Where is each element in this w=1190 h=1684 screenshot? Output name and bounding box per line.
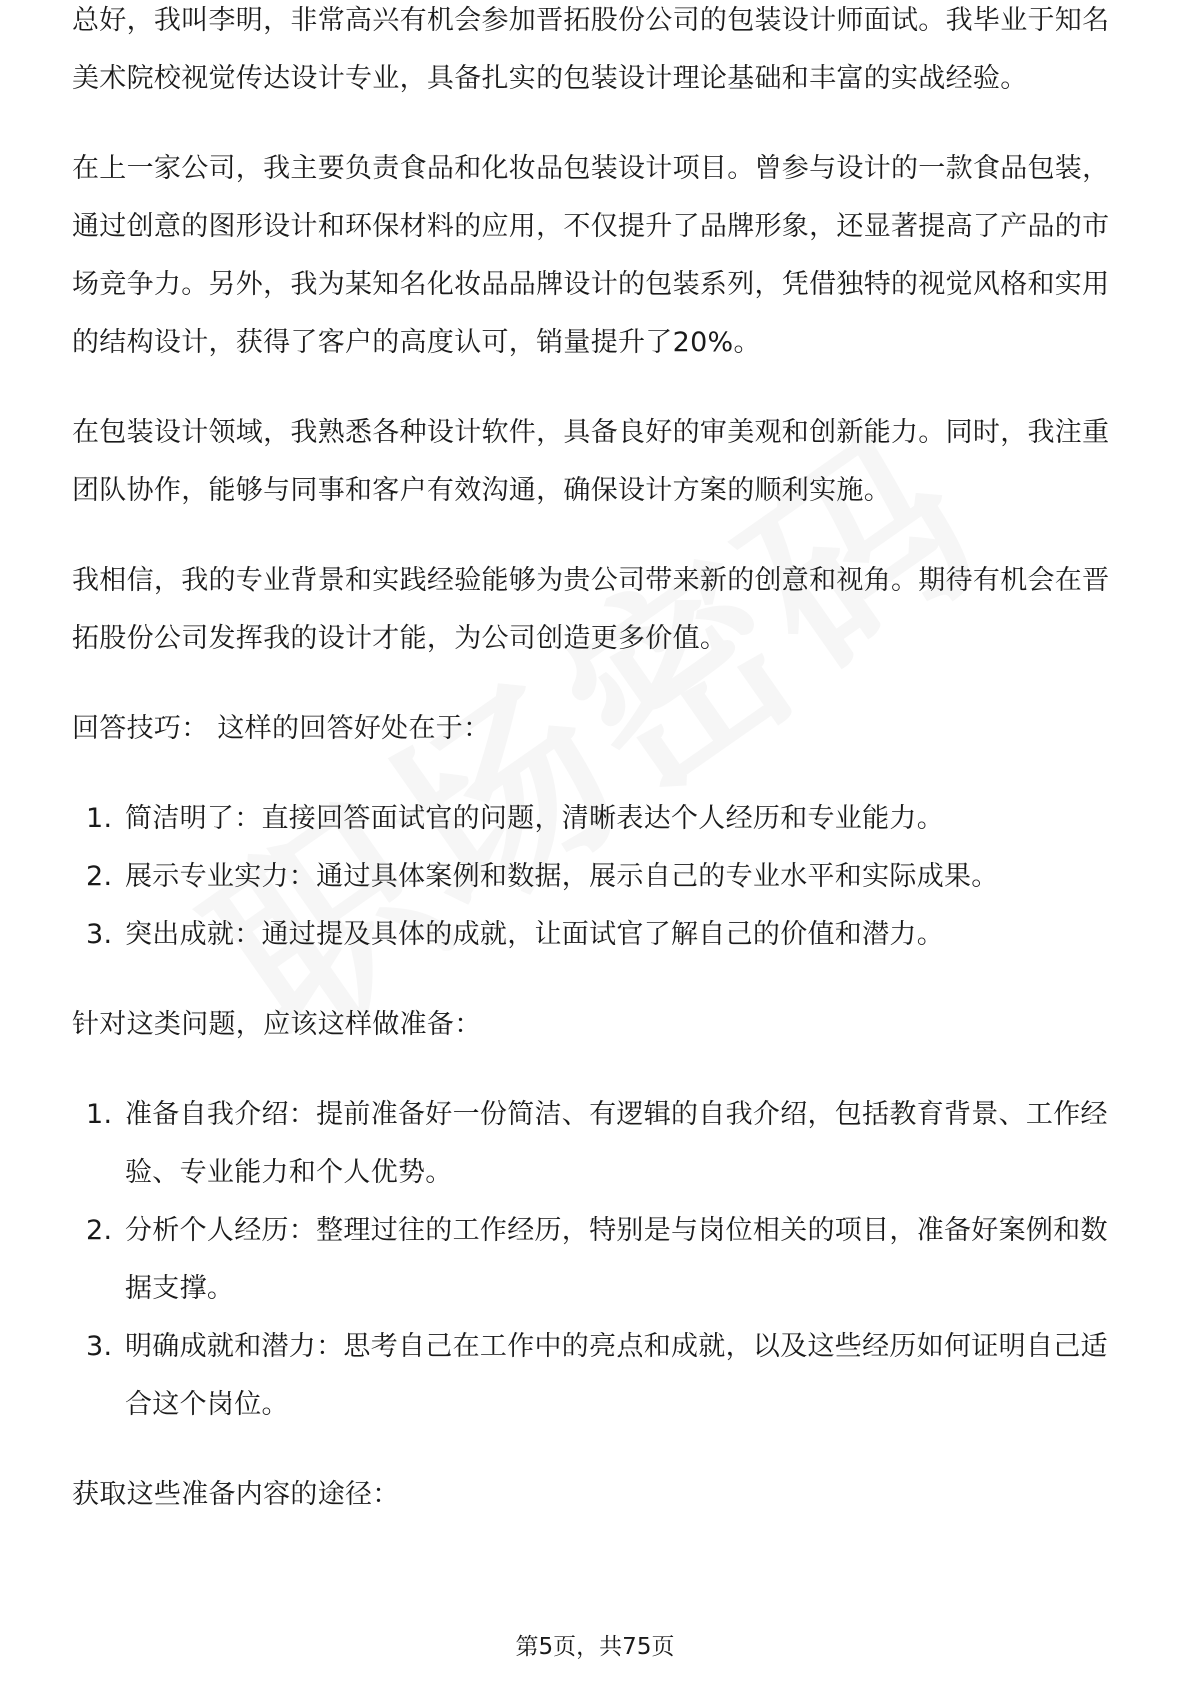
page-number-footer: 第5页，共75页 (515, 1634, 675, 1660)
paragraph-intro: 总好，我叫李明，非常高兴有机会参加晋拓股份公司的包装设计师面试。我毕业于知名美术院校视觉传达设计专业，具备扎实的包装设计理论基础和丰富的实战经验。 (72, 5, 1110, 94)
prep-list (72, 1086, 1122, 1434)
list-item: 2. 分析个人经历：整理过往的工作经历，特别是与岗位相关的项目，准备好案例和数据支撑。 (86, 1215, 1108, 1304)
list-item: 3. 明确成就和潜力：思考自己在工作中的亮点和成就，以及这些经历如何证明自己适合这个岗位。 (86, 1331, 1108, 1420)
list-item: 1. 简洁明了：直接回答面试官的问题，清晰表达个人经历和专业能力。 (86, 803, 944, 834)
document-body (72, 5, 1122, 1556)
prep-heading: 针对这类问题，应该这样做准备： (72, 1009, 482, 1040)
list-item: 3. 突出成就：通过提及具体的成就，让面试官了解自己的价值和潜力。 (86, 919, 944, 950)
paragraph-closing: 我相信，我的专业背景和实践经验能够为贵公司带来新的创意和视角。期待有机会在晋拓股份公司发挥我的设计才能，为公司创造更多价值。 (72, 565, 1110, 654)
paragraph-experience: 在上一家公司，我主要负责食品和化妆品包装设计项目。曾参与设计的一款食品包装，通过创意的图形设计和环保材料的应用，不仅提升了品牌形象，还显著提高了产品的市场竞争力。另外，我为某知名化妆品品牌设计的包装系列，凭借独特的视觉风格和实用的结构设计，获得了客户的高度认可，销量提升了20%。 (72, 153, 1110, 358)
list-item: 1. 准备自我介绍：提前准备好一份简洁、有逻辑的自我介绍，包括教育背景、工作经验、专业能力和个人优势。 (86, 1099, 1108, 1188)
list-item: 2. 展示专业实力：通过具体案例和数据，展示自己的专业水平和实际成果。 (86, 861, 999, 892)
tips-list (72, 790, 1122, 964)
sources-heading: 获取这些准备内容的途径： (72, 1479, 400, 1510)
tips-heading: 回答技巧： 这样的回答好处在于： (72, 713, 491, 744)
paragraph-skills: 在包装设计领域，我熟悉各种设计软件，具备良好的审美观和创新能力。同时，我注重团队协作，能够与同事和客户有效沟通，确保设计方案的顺利实施。 (72, 417, 1110, 506)
